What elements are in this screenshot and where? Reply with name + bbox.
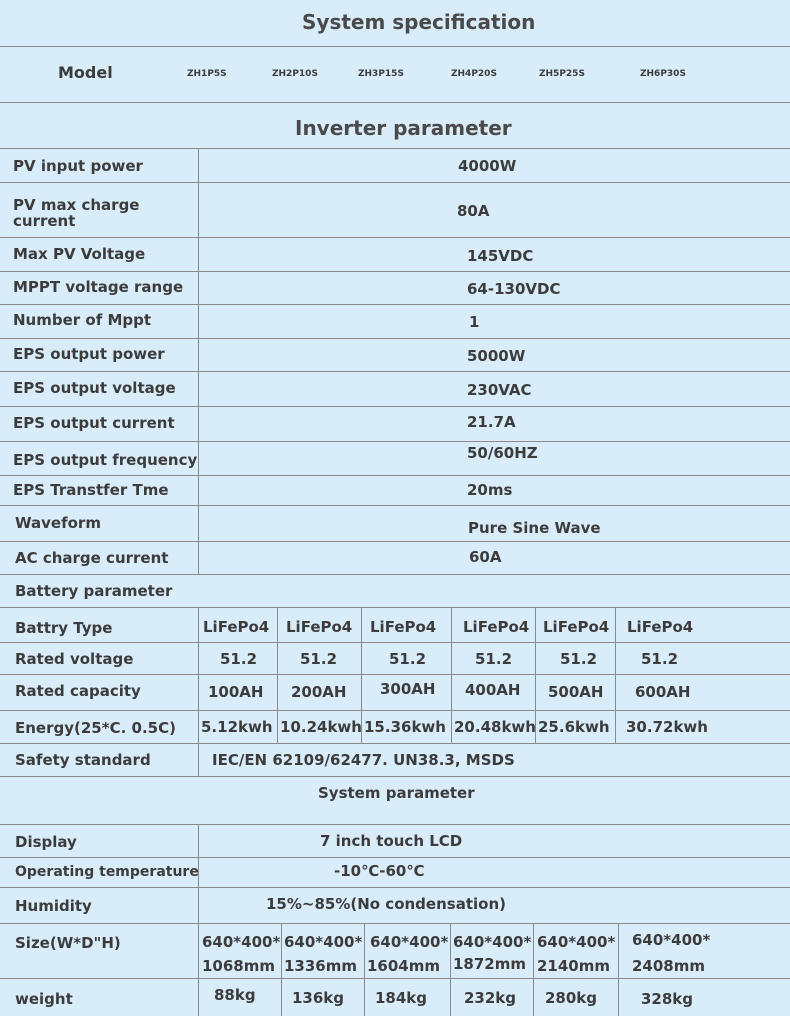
spec-label: PV input power bbox=[13, 157, 143, 175]
spec-value: 21.7A bbox=[467, 413, 516, 431]
humidity-row bbox=[0, 888, 790, 924]
spec-row bbox=[0, 183, 790, 238]
safety-value: IEC/EN 62109/62477. UN38.3, MSDS bbox=[212, 751, 515, 769]
spec-label: Number of Mppt bbox=[13, 311, 152, 329]
spec-label: Rated capacity bbox=[15, 682, 141, 700]
spec-label: Energy(25*C. 0.5C) bbox=[15, 719, 176, 737]
spec-row bbox=[0, 149, 790, 183]
rated-capacity-value: 300AH bbox=[380, 680, 436, 698]
system-heading-row bbox=[0, 777, 790, 825]
inverter-heading-row bbox=[0, 103, 790, 149]
battery-type-value: LiFePo4 bbox=[463, 618, 530, 636]
model-item: ZH4P20S bbox=[451, 69, 497, 79]
spec-label: PV max charge bbox=[13, 196, 140, 214]
spec-row bbox=[0, 238, 790, 272]
spec-row bbox=[0, 305, 790, 339]
spec-row bbox=[0, 272, 790, 305]
temperature-value: -10℃-60℃ bbox=[334, 862, 425, 880]
spec-label: Max PV Voltage bbox=[13, 245, 146, 263]
spec-row bbox=[0, 339, 790, 372]
battery-heading: Battery parameter bbox=[15, 582, 173, 600]
spec-label: MPPT voltage range bbox=[13, 278, 184, 296]
page-title: System specification bbox=[302, 10, 536, 34]
spec-value: 60A bbox=[469, 548, 502, 566]
weight-row bbox=[0, 979, 790, 1016]
rated-capacity-value: 600AH bbox=[635, 683, 691, 701]
energy-value: 5.12kwh bbox=[201, 718, 273, 736]
model-row bbox=[0, 47, 790, 103]
rated-voltage-value: 51.2 bbox=[220, 650, 258, 668]
weight-value: 184kg bbox=[375, 989, 428, 1007]
spec-label: Waveform bbox=[15, 514, 101, 532]
safety-row bbox=[0, 744, 790, 777]
spec-value: 5000W bbox=[467, 347, 526, 365]
weight-value: 280kg bbox=[545, 989, 598, 1007]
battery-type-value: LiFePo4 bbox=[370, 618, 437, 636]
display-value: 7 inch touch LCD bbox=[320, 832, 463, 850]
spec-label: EPS output power bbox=[13, 345, 165, 363]
battery-type-value: LiFePo4 bbox=[543, 618, 610, 636]
battery-heading-row bbox=[0, 575, 790, 608]
size-value: 640*400* bbox=[284, 933, 363, 951]
spec-label: EPS output current bbox=[13, 414, 175, 432]
spec-label: Display bbox=[15, 833, 77, 851]
spec-row bbox=[0, 372, 790, 407]
size-value: 640*400* bbox=[453, 933, 532, 951]
rated-voltage-row bbox=[0, 643, 790, 675]
spec-row bbox=[0, 442, 790, 476]
weight-value: 136kg bbox=[292, 989, 345, 1007]
display-row bbox=[0, 825, 790, 858]
energy-value: 25.6kwh bbox=[538, 718, 610, 736]
weight-value: 328kg bbox=[641, 990, 694, 1008]
spec-value: 145VDC bbox=[467, 247, 534, 265]
spec-label: AC charge current bbox=[15, 549, 169, 567]
battery-type-value: LiFePo4 bbox=[286, 618, 353, 636]
size-value: 1604mm bbox=[367, 957, 441, 975]
rated-capacity-value: 200AH bbox=[291, 683, 347, 701]
spec-row bbox=[0, 476, 790, 506]
rated-voltage-value: 51.2 bbox=[389, 650, 427, 668]
rated-voltage-value: 51.2 bbox=[560, 650, 598, 668]
spec-label: Safety standard bbox=[15, 751, 151, 769]
spec-value: 20ms bbox=[467, 481, 513, 499]
size-value: 2140mm bbox=[537, 957, 611, 975]
spec-value: 80A bbox=[457, 202, 490, 220]
rated-capacity-value: 400AH bbox=[465, 681, 521, 699]
energy-value: 15.36kwh bbox=[364, 718, 446, 736]
energy-value: 10.24kwh bbox=[280, 718, 362, 736]
battery-type-value: LiFePo4 bbox=[627, 618, 694, 636]
spec-label: Rated voltage bbox=[15, 650, 134, 668]
model-item: ZH6P30S bbox=[640, 69, 686, 79]
spec-label: EPS Transtfer Tme bbox=[13, 481, 169, 499]
size-value: 640*400* bbox=[202, 933, 281, 951]
weight-value: 88kg bbox=[214, 986, 256, 1004]
spec-row bbox=[0, 506, 790, 542]
spec-label: EPS output frequency bbox=[13, 451, 198, 469]
spec-row bbox=[0, 407, 790, 442]
weight-value: 232kg bbox=[464, 989, 517, 1007]
battery-type-value: LiFePo4 bbox=[203, 618, 270, 636]
humidity-value: 15%~85%(No condensation) bbox=[266, 895, 506, 913]
system-heading: System parameter bbox=[318, 784, 475, 802]
size-value: 1872mm bbox=[453, 955, 527, 973]
size-row bbox=[0, 924, 790, 979]
temperature-row bbox=[0, 858, 790, 888]
size-value: 2408mm bbox=[632, 957, 706, 975]
rated-capacity-row bbox=[0, 675, 790, 711]
spec-value: 50/60HZ bbox=[467, 444, 538, 462]
spec-label: Battry Type bbox=[15, 619, 113, 637]
model-item: ZH5P25S bbox=[539, 69, 585, 79]
spec-label: EPS output voltage bbox=[13, 379, 176, 397]
size-value: 1068mm bbox=[202, 957, 276, 975]
spec-value: 64-130VDC bbox=[467, 280, 561, 298]
model-item: ZH1P5S bbox=[187, 69, 227, 79]
spec-label: Size(W*D"H) bbox=[15, 934, 121, 952]
spec-label: weight bbox=[15, 990, 73, 1008]
spec-value: 1 bbox=[469, 313, 480, 331]
model-label: Model bbox=[58, 63, 113, 82]
spec-label: current bbox=[13, 212, 76, 230]
model-item: ZH2P10S bbox=[272, 69, 318, 79]
spec-label: Operating temperature bbox=[15, 864, 199, 880]
rated-voltage-value: 51.2 bbox=[475, 650, 513, 668]
spec-value: Pure Sine Wave bbox=[468, 519, 601, 537]
rated-voltage-value: 51.2 bbox=[300, 650, 338, 668]
size-value: 640*400* bbox=[632, 931, 711, 949]
spec-label: Humidity bbox=[15, 897, 92, 915]
energy-value: 20.48kwh bbox=[454, 718, 536, 736]
spec-value: 230VAC bbox=[467, 381, 532, 399]
energy-value: 30.72kwh bbox=[626, 718, 708, 736]
energy-row bbox=[0, 711, 790, 744]
spec-value: 4000W bbox=[458, 157, 517, 175]
model-item: ZH3P15S bbox=[358, 69, 404, 79]
battery-type-row bbox=[0, 608, 790, 643]
size-value: 640*400* bbox=[537, 933, 616, 951]
size-value: 1336mm bbox=[284, 957, 358, 975]
rated-voltage-value: 51.2 bbox=[641, 650, 679, 668]
inverter-heading: Inverter parameter bbox=[295, 116, 512, 140]
size-value: 640*400* bbox=[370, 933, 449, 951]
spec-row bbox=[0, 542, 790, 575]
rated-capacity-value: 500AH bbox=[548, 683, 604, 701]
rated-capacity-value: 100AH bbox=[208, 683, 264, 701]
title-row bbox=[0, 0, 790, 47]
